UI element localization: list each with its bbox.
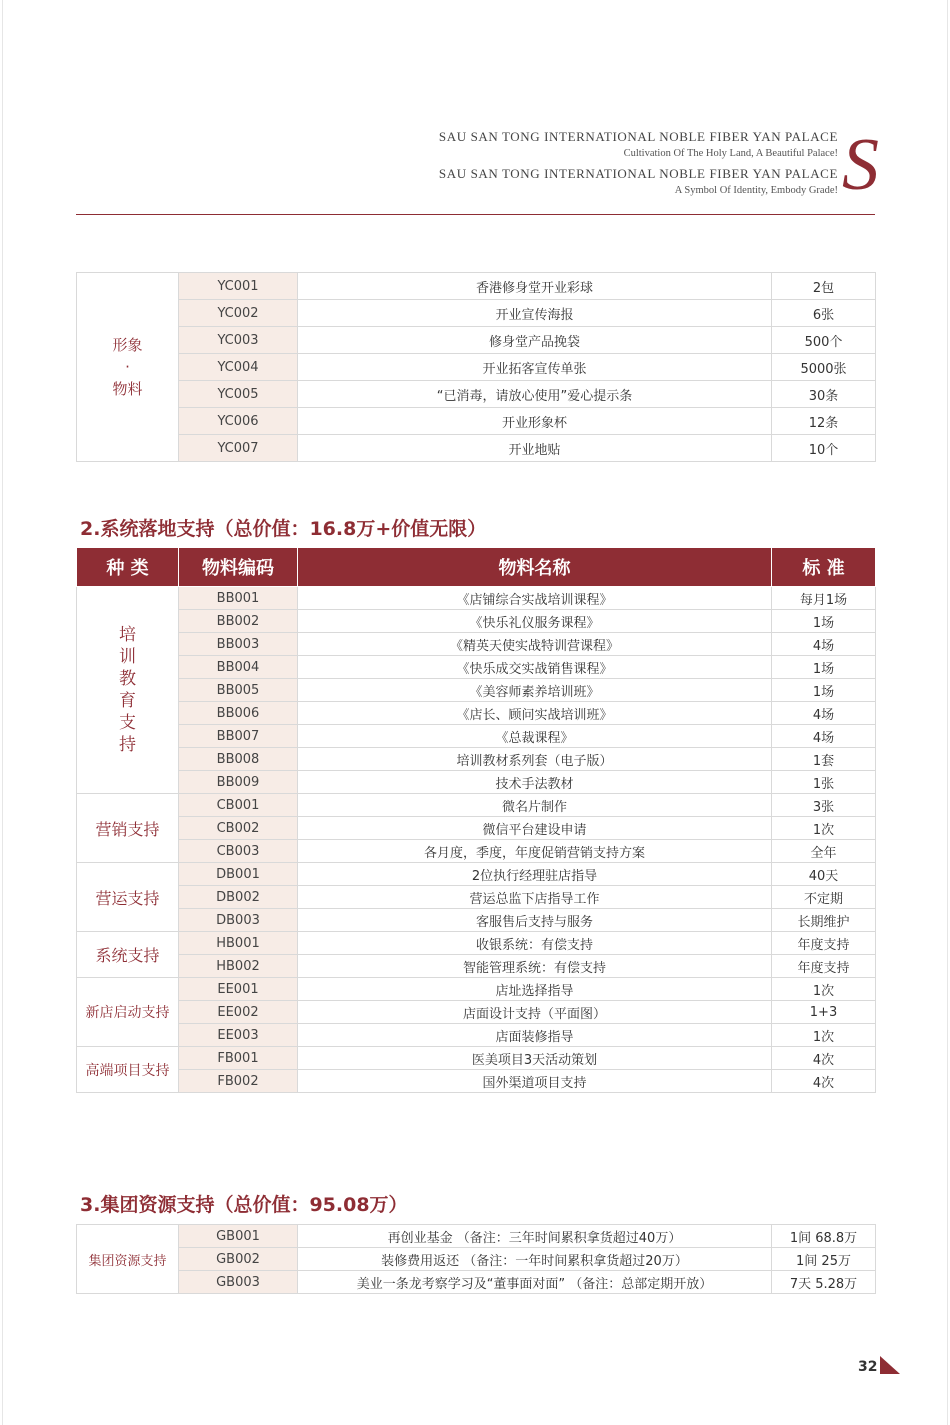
table-row xyxy=(77,1001,876,1024)
brand-header xyxy=(439,128,838,202)
category-cell: 营运支持 xyxy=(77,863,179,932)
item-name: 《总裁课程》 xyxy=(298,725,772,748)
item-code: CB001 xyxy=(179,794,298,817)
section-3-title: 3.集团资源支持（总价值：95.08万） xyxy=(80,1194,408,1216)
table-row xyxy=(77,702,876,725)
brand-slogan-2: A Symbol Of Identity, Embody Grade! xyxy=(674,185,838,196)
item-name: 《店长、顾问实战培训班》 xyxy=(298,702,772,725)
item-name: 《店铺综合实战培训课程》 xyxy=(298,587,772,610)
item-standard: 4场 xyxy=(772,633,876,656)
item-code: BB006 xyxy=(179,702,298,725)
item-standard: 3张 xyxy=(772,794,876,817)
item-code: YC007 xyxy=(179,435,298,462)
item-name: 《快乐成交实战销售课程》 xyxy=(298,656,772,679)
header-category: 种 类 xyxy=(77,548,179,587)
item-code: CB002 xyxy=(179,817,298,840)
item-standard: 年度支持 xyxy=(772,932,876,955)
brand-line-2: SAU SAN TONG INTERNATIONAL NOBLE FIBER YAN PALACE xyxy=(438,166,838,181)
brand-logo-s: S xyxy=(842,124,879,206)
item-code: DB001 xyxy=(179,863,298,886)
table-row xyxy=(77,300,876,327)
table-row xyxy=(77,1070,876,1093)
table-row xyxy=(77,817,876,840)
table-row xyxy=(77,955,876,978)
item-name: 修身堂产品挽袋 xyxy=(298,327,772,354)
item-standard: 年度支持 xyxy=(772,955,876,978)
item-code: HB001 xyxy=(179,932,298,955)
item-code: GB001 xyxy=(179,1225,298,1248)
item-name: 开业形象杯 xyxy=(298,408,772,435)
table-row xyxy=(77,978,876,1001)
table-row xyxy=(77,273,876,300)
item-standard: 长期维护 xyxy=(772,909,876,932)
item-code: YC005 xyxy=(179,381,298,408)
item-name: 装修费用返还 （备注：一年时间累积拿货超过20万） xyxy=(298,1248,772,1271)
item-code: BB007 xyxy=(179,725,298,748)
table-row xyxy=(77,610,876,633)
item-name: 技术手法教材 xyxy=(298,771,772,794)
item-standard: 10个 xyxy=(772,435,876,462)
item-code: BB009 xyxy=(179,771,298,794)
item-code: FB001 xyxy=(179,1047,298,1070)
category-cell xyxy=(77,273,179,462)
group-resources-table xyxy=(76,1224,876,1294)
item-code: BB005 xyxy=(179,679,298,702)
item-code: BB008 xyxy=(179,748,298,771)
item-standard: 500个 xyxy=(772,327,876,354)
item-name: 开业宣传海报 xyxy=(298,300,772,327)
page-corner-triangle-icon xyxy=(880,1356,900,1374)
category-cell: 系统支持 xyxy=(77,932,179,978)
table-row xyxy=(77,381,876,408)
table-row xyxy=(77,886,876,909)
category-cell: 高端项目支持 xyxy=(77,1047,179,1093)
category-cell-vertical: 培 训 教 育 支 持 xyxy=(77,587,179,794)
item-standard: 1张 xyxy=(772,771,876,794)
category-label-part: 物料 xyxy=(112,380,143,398)
item-name: 开业地贴 xyxy=(298,435,772,462)
item-standard: 30条 xyxy=(772,381,876,408)
item-standard: 4次 xyxy=(772,1070,876,1093)
page-border-right xyxy=(947,0,948,1425)
item-name: 香港修身堂开业彩球 xyxy=(298,273,772,300)
item-name: 《美容师素养培训班》 xyxy=(298,679,772,702)
item-code: YC001 xyxy=(179,273,298,300)
item-name: 2位执行经理驻店指导 xyxy=(298,863,772,886)
table-row xyxy=(77,1225,876,1248)
item-name: 店址选择指导 xyxy=(298,978,772,1001)
item-name: 店面装修指导 xyxy=(298,1024,772,1047)
item-name: 各月度，季度，年度促销营销支持方案 xyxy=(298,840,772,863)
table-row xyxy=(77,587,876,610)
table-row xyxy=(77,1047,876,1070)
item-code: DB003 xyxy=(179,909,298,932)
item-standard: 1场 xyxy=(772,610,876,633)
item-code: EE001 xyxy=(179,978,298,1001)
item-standard: 1次 xyxy=(772,817,876,840)
table-row xyxy=(77,771,876,794)
item-code: CB003 xyxy=(179,840,298,863)
item-standard: 1次 xyxy=(772,1024,876,1047)
item-code: BB003 xyxy=(179,633,298,656)
brand-slogan-1: Cultivation Of The Holy Land, A Beautiful Palace! xyxy=(623,148,838,159)
item-standard: 每月1场 xyxy=(772,587,876,610)
header-name: 物料名称 xyxy=(298,548,772,587)
item-code: YC003 xyxy=(179,327,298,354)
item-name: 开业拓客宣传单张 xyxy=(298,354,772,381)
category-cell: 营销支持 xyxy=(77,794,179,863)
table-row xyxy=(77,656,876,679)
item-standard: 1场 xyxy=(772,679,876,702)
item-standard: 1套 xyxy=(772,748,876,771)
item-code: BB002 xyxy=(179,610,298,633)
item-standard: 40天 xyxy=(772,863,876,886)
item-name: 营运总监下店指导工作 xyxy=(298,886,772,909)
item-code: YC002 xyxy=(179,300,298,327)
table-row xyxy=(77,794,876,817)
item-name: “已消毒，请放心使用”爱心提示条 xyxy=(298,381,772,408)
item-standard: 5000张 xyxy=(772,354,876,381)
item-code: GB002 xyxy=(179,1248,298,1271)
table-header-row xyxy=(77,548,876,587)
header-divider xyxy=(76,214,875,215)
header-standard: 标 准 xyxy=(772,548,876,587)
category-cell: 集团资源支持 xyxy=(77,1225,179,1294)
item-name: 《快乐礼仪服务课程》 xyxy=(298,610,772,633)
item-standard: 12条 xyxy=(772,408,876,435)
item-code: DB002 xyxy=(179,886,298,909)
item-code: YC004 xyxy=(179,354,298,381)
item-standard: 1次 xyxy=(772,978,876,1001)
item-standard: 1间 68.8万 xyxy=(772,1225,876,1248)
item-standard: 6张 xyxy=(772,300,876,327)
item-name: 医美项目3天活动策划 xyxy=(298,1047,772,1070)
table-row xyxy=(77,863,876,886)
table-row xyxy=(77,327,876,354)
table-row xyxy=(77,633,876,656)
section-2-title: 2.系统落地支持（总价值：16.8万+价值无限） xyxy=(80,518,487,540)
header-code: 物料编码 xyxy=(179,548,298,587)
item-code: YC006 xyxy=(179,408,298,435)
table-row xyxy=(77,932,876,955)
item-standard: 4场 xyxy=(772,725,876,748)
table-row xyxy=(77,748,876,771)
item-name: 收银系统：有偿支持 xyxy=(298,932,772,955)
category-cell: 新店启动支持 xyxy=(77,978,179,1047)
table-row xyxy=(77,840,876,863)
category-label-part: · xyxy=(125,358,130,376)
item-code: EE003 xyxy=(179,1024,298,1047)
item-code: EE002 xyxy=(179,1001,298,1024)
table-row xyxy=(77,909,876,932)
table-row xyxy=(77,1271,876,1294)
table-row xyxy=(77,354,876,381)
item-name: 微名片制作 xyxy=(298,794,772,817)
item-code: FB002 xyxy=(179,1070,298,1093)
table-row xyxy=(77,679,876,702)
item-name: 再创业基金 （备注：三年时间累积拿货超过40万） xyxy=(298,1225,772,1248)
table-row xyxy=(77,408,876,435)
page-border-left xyxy=(2,0,3,1425)
item-name: 微信平台建设申请 xyxy=(298,817,772,840)
system-support-table xyxy=(76,547,876,1093)
image-materials-table xyxy=(76,272,876,462)
item-standard: 4次 xyxy=(772,1047,876,1070)
item-standard: 不定期 xyxy=(772,886,876,909)
brand-line-1: SAU SAN TONG INTERNATIONAL NOBLE FIBER YAN PALACE xyxy=(438,129,838,144)
table-row xyxy=(77,725,876,748)
item-code: GB003 xyxy=(179,1271,298,1294)
item-name: 《精英天使实战特训营课程》 xyxy=(298,633,772,656)
table-row xyxy=(77,1024,876,1047)
item-standard: 2包 xyxy=(772,273,876,300)
table-row xyxy=(77,1248,876,1271)
item-name: 店面设计支持（平面图） xyxy=(298,1001,772,1024)
table-row xyxy=(77,435,876,462)
page-number: 32 xyxy=(858,1359,878,1375)
item-standard: 1间 25万 xyxy=(772,1248,876,1271)
item-standard: 1+3 xyxy=(772,1001,876,1024)
item-code: BB001 xyxy=(179,587,298,610)
item-standard: 4场 xyxy=(772,702,876,725)
item-name: 培训教材系列套（电子版） xyxy=(298,748,772,771)
item-standard: 7天 5.28万 xyxy=(772,1271,876,1294)
item-name: 智能管理系统：有偿支持 xyxy=(298,955,772,978)
item-standard: 全年 xyxy=(772,840,876,863)
item-code: HB002 xyxy=(179,955,298,978)
item-name: 客服售后支持与服务 xyxy=(298,909,772,932)
item-code: BB004 xyxy=(179,656,298,679)
item-name: 美业一条龙考察学习及“董事面对面” （备注：总部定期开放） xyxy=(298,1271,772,1294)
item-name: 国外渠道项目支持 xyxy=(298,1070,772,1093)
category-label-part: 形象 xyxy=(112,336,143,354)
item-standard: 1场 xyxy=(772,656,876,679)
